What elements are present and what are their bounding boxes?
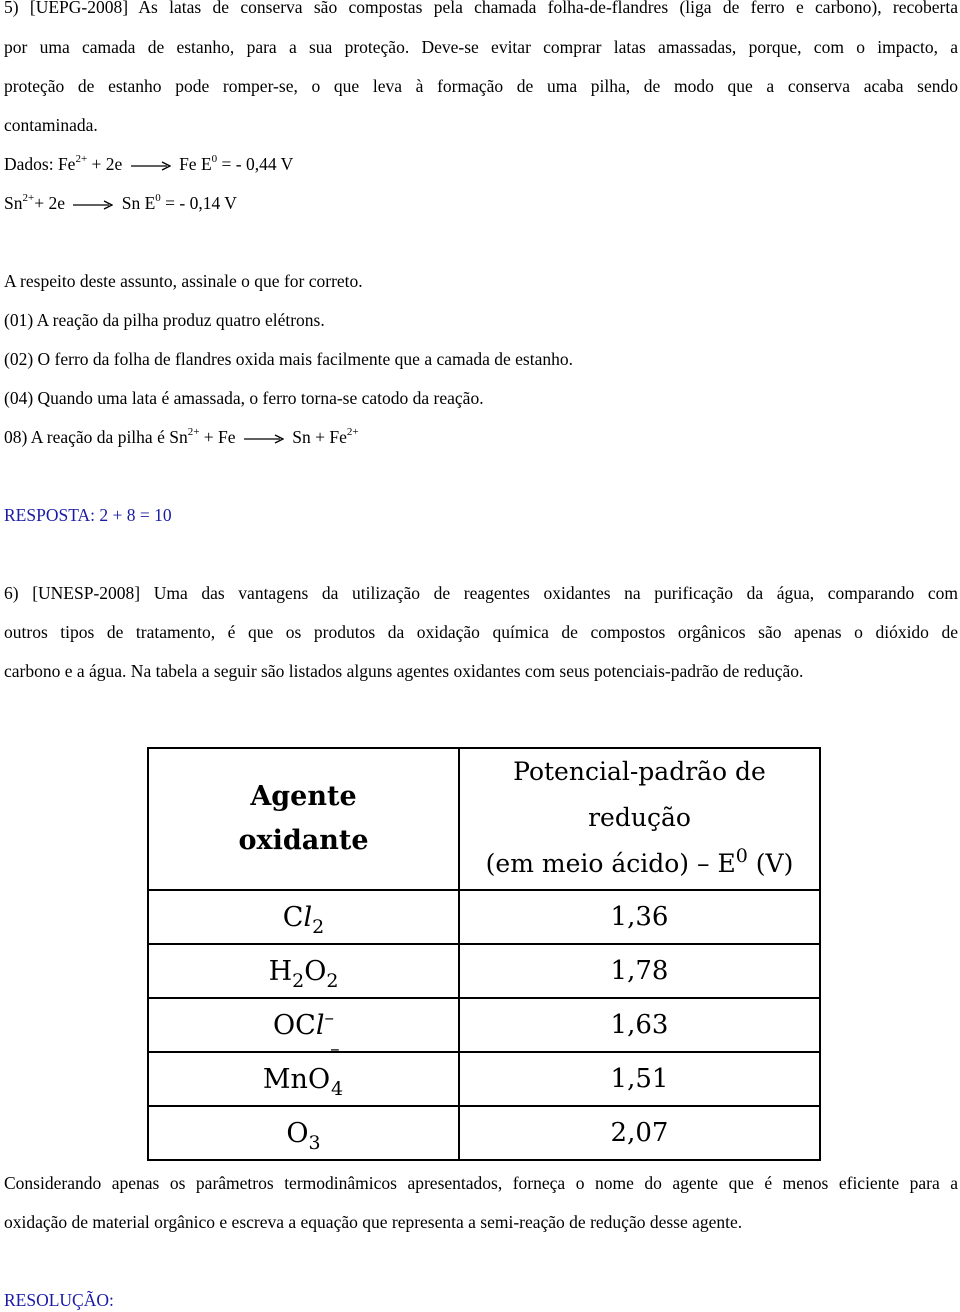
q6-after-line-1: Considerando apenas os parâmetros termodinâmicos apresentados, forneça o nome do agente que é menos eficiente para a <box>4 1173 958 1193</box>
fe-half-reaction <box>4 153 293 175</box>
q5-line-4: contaminada. <box>4 115 98 135</box>
sn-e0: E <box>144 193 156 213</box>
sn-half-reaction <box>4 192 237 214</box>
table-row <box>148 1106 820 1160</box>
header-potential-unit: (V) <box>755 849 794 878</box>
fe-charge: 2+ <box>75 153 88 165</box>
q5-answer: RESPOSTA: 2 + 8 = 10 <box>4 505 172 525</box>
fe-potential: = - 0,44 V <box>221 154 294 174</box>
arrow-icon <box>244 434 284 444</box>
sn-charge: 2+ <box>22 192 35 204</box>
agent-cell <box>148 998 459 1052</box>
potential-cell: 2,07 <box>459 1106 820 1160</box>
header-agent <box>148 748 459 890</box>
fe-plus-2e: + 2e <box>91 154 123 174</box>
opt08-fe-charge: 2+ <box>346 426 359 438</box>
agent-subscript: 2 <box>292 969 305 992</box>
option-01: (01) A reação da pilha produz quatro elétrons. <box>4 310 325 330</box>
agent-symbol-italic: l <box>303 901 313 933</box>
potential-cell: 1,36 <box>459 890 820 944</box>
agent-superscript: – <box>324 1006 334 1029</box>
agent-superscript: – <box>330 1037 340 1060</box>
q5-line-2: por uma camada de estanho, para a sua proteção. Deve-se evitar comprar latas amassadas, porque, com o impacto, a <box>4 37 958 57</box>
fe-ion: Fe <box>57 154 76 174</box>
q5-line-1: 5) [UEPG-2008] As latas de conserva são compostas pela chamada folha-de-flandres (liga de ferro e carbono), recoberta <box>4 0 958 17</box>
agent-symbol: O <box>286 1117 309 1149</box>
table-row <box>148 944 820 998</box>
arrow-icon <box>131 161 171 171</box>
agent-subscript: 2 <box>326 969 339 992</box>
agent-symbol: MnO <box>262 1063 331 1095</box>
opt08-rhs: Sn + Fe <box>292 427 347 447</box>
header-potential-text: (em meio ácido) – E <box>485 849 736 878</box>
option-08 <box>4 426 359 448</box>
arrow-icon <box>73 200 113 210</box>
q6-line-2: outros tipos de tratamento, é que os produtos da oxidação química de compostos orgânicos são apenas o dióxido de <box>4 622 958 642</box>
sn-product: Sn <box>121 193 141 213</box>
fe-e0-sup: 0 <box>211 153 218 165</box>
opt08-prefix: 08) A reação da pilha é Sn <box>4 427 188 447</box>
agent-symbol: OC <box>273 1009 316 1041</box>
agent-subscript: 2 <box>312 915 325 938</box>
q6-line-1: 6) [UNESP-2008] Uma das vantagens da utilização de reagentes oxidantes na purificação da água, comparando com <box>4 583 958 603</box>
agent-cell <box>148 944 459 998</box>
agent-symbol-italic: l <box>315 1009 325 1041</box>
agent-subscript: 4 <box>331 1077 344 1100</box>
option-04: (04) Quando uma lata é amassada, o ferro torna-se catodo da reação. <box>4 388 484 408</box>
sn-potential: = - 0,14 V <box>165 193 237 213</box>
agent-cell <box>148 890 459 944</box>
table-row <box>148 998 820 1052</box>
dados-label: Dados: <box>4 154 54 174</box>
fe-product: Fe <box>179 154 197 174</box>
potential-cell: 1,78 <box>459 944 820 998</box>
header-agent-line-2: oxidante <box>238 825 369 856</box>
resolucao-label: RESOLUÇÃO: <box>4 1290 114 1310</box>
q6-after-line-2: oxidação de material orgânico e escreva a equação que representa a semi-reação de redução desse agente. <box>4 1212 743 1232</box>
agent-cell <box>148 1106 459 1160</box>
agent-subscript: 3 <box>308 1131 321 1154</box>
opt08-plus-fe: + Fe <box>203 427 236 447</box>
potential-cell: 1,63 <box>459 998 820 1052</box>
option-02: (02) O ferro da folha de flandres oxida mais facilmente que a camada de estanho. <box>4 349 573 369</box>
potential-cell: 1,51 <box>459 1052 820 1106</box>
table-header-row <box>148 748 820 890</box>
opt08-sn-charge: 2+ <box>187 426 200 438</box>
header-potential-sup: 0 <box>735 845 748 867</box>
agent-symbol: H <box>268 955 293 987</box>
header-potential <box>459 748 820 890</box>
sn-plus-2e: + 2e <box>34 193 65 213</box>
header-potential-line-1: Potencial-padrão de redução <box>513 757 766 832</box>
agent-symbol: O <box>304 955 327 987</box>
q5-line-3: proteção de estanho pode romper-se, o que leva à formação de uma pilha, de modo que a conserva acaba sendo <box>4 76 958 96</box>
fe-e0: E <box>200 154 212 174</box>
agent-cell <box>148 1037 459 1106</box>
sn-e0-sup: 0 <box>155 192 161 204</box>
q6-line-3: carbono e a água. Na tabela a seguir são listados alguns agentes oxidantes com seus potenciais-padrão de redução. <box>4 661 804 681</box>
agent-symbol: C <box>282 901 304 933</box>
q5-prompt: A respeito deste assunto, assinale o que for correto. <box>4 271 363 291</box>
header-agent-line-1: Agente <box>250 781 357 812</box>
table-row <box>148 1052 820 1106</box>
header-potential-line-2 <box>460 841 819 889</box>
sn-ion: Sn <box>4 193 23 213</box>
table-row <box>148 890 820 944</box>
oxidant-table <box>147 747 821 1161</box>
